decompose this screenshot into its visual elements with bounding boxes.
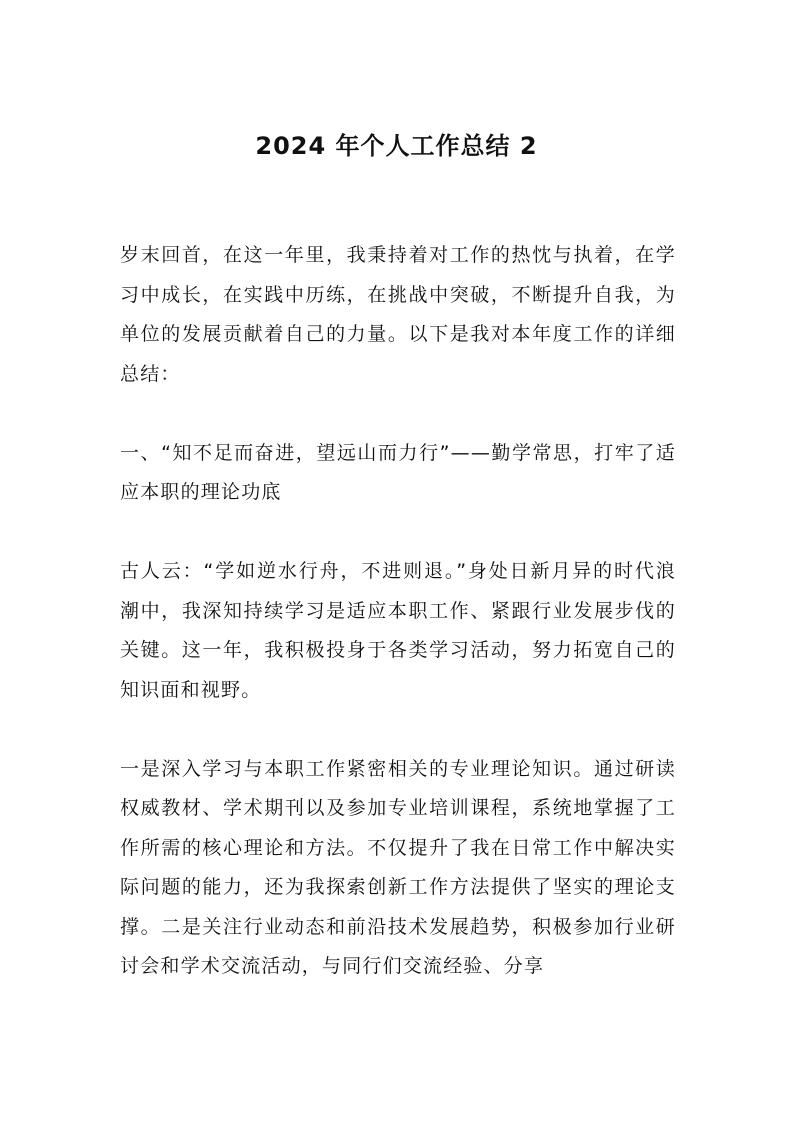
document-body [120,236,676,987]
document-title: 2024 年个人工作总结 2 [255,132,538,160]
intro-paragraph: 岁末回首，在这一年里，我秉持着对工作的热忱与执着，在学习中成长，在实践中历练，在挑战中突破，不断提升自我，为单位的发展贡献着自己的力量。以下是我对本年度工作的详细总结： [120,244,676,385]
section-1-paragraph-1: 古人云：“学如逆水行舟，不进则退。”身处日新月异的时代浪潮中，我深知持续学习是适应本职工作、紧跟行业发展步伐的关键。这一年，我积极投身于各类学习活动，努力拓宽自己的知识面和视野。 [120,560,676,701]
section-1-paragraph-2: 一是深入学习与本职工作紧密相关的专业理论知识。通过研读权威教材、学术期刊以及参加专业培训课程，系统地掌握了工作所需的核心理论和方法。不仅提升了我在日常工作中解决实际问题的能力，还为我探索创新工作方法提供了坚实的理论支撑。二是关注行业动态和前沿技术发展趋势，积极参加行业研讨会和学术交流活动，与同行们交流经验、分享 [120,757,676,977]
section-heading-1: 一、“知不足而奋进，望远山而力行”——勤学常思，打牢了适应本职的理论功底 [120,441,676,503]
